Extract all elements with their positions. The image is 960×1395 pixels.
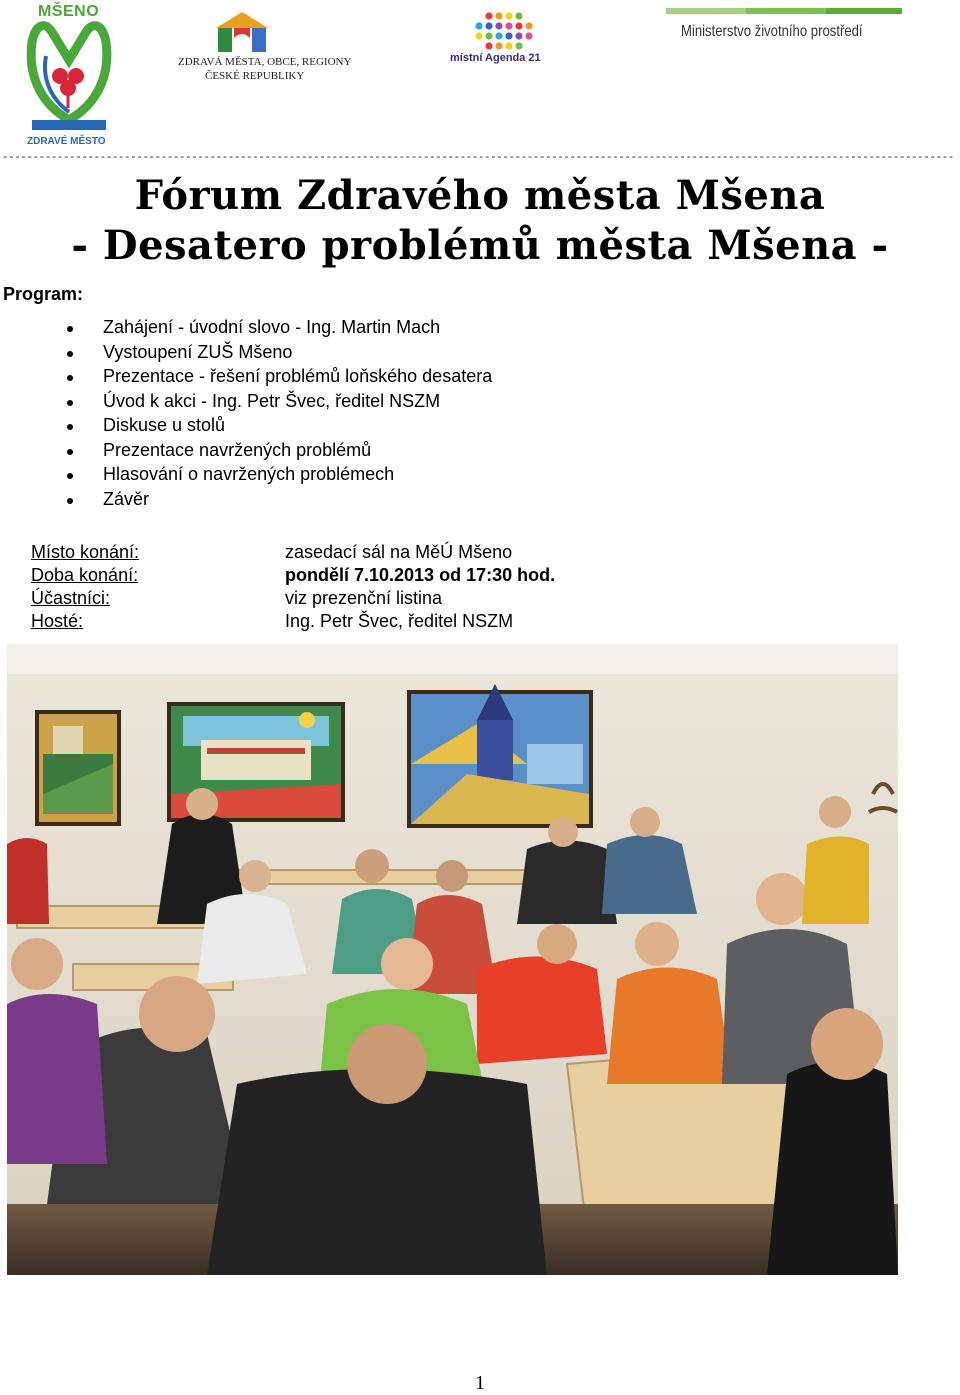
- participants-label: Účastníci:: [31, 588, 111, 608]
- agenda-dot: [485, 12, 492, 19]
- page-subtitle: - Desatero problémů města Mšena -: [71, 222, 889, 269]
- zdrava-mesta-line2: ČESKÉ REPUBLIKY: [205, 70, 305, 82]
- agenda-dot: [475, 22, 482, 29]
- agenda-dot: [515, 32, 522, 39]
- program-item: Zahájení - úvodní slovo - Ing. Martin Mach: [0, 317, 492, 342]
- program-list: [0, 317, 492, 513]
- participants-value: viz prezenční listina: [285, 588, 443, 608]
- program-item: Prezentace - řešení problémů loňského desatera: [0, 366, 492, 391]
- venue-value: zasedací sál na MěÚ Mšeno: [285, 542, 513, 562]
- program-label: Program:: [3, 284, 84, 304]
- agenda-dot: [485, 32, 492, 39]
- agenda-dot: [485, 22, 492, 29]
- agenda-dot: [525, 32, 532, 39]
- agenda-dot: [485, 42, 492, 49]
- agenda-dot: [505, 12, 512, 19]
- program-item: Vystoupení ZUŠ Mšeno: [0, 342, 492, 367]
- agenda-dot: [495, 12, 502, 19]
- forum-meeting-photo: [7, 644, 898, 1275]
- agenda-dot: [515, 12, 522, 19]
- guests-value: Ing. Petr Švec, ředitel NSZM: [285, 611, 514, 631]
- agenda-dot: [495, 22, 502, 29]
- agenda-dot: [475, 32, 482, 39]
- program-item: Úvod k akci - Ing. Petr Švec, ředitel NSZM: [0, 391, 492, 416]
- page-title: Fórum Zdravého města Mšena: [134, 172, 826, 219]
- program-item: Prezentace navržených problémů: [0, 440, 492, 465]
- zdrava-mesta-line1: ZDRAVÁ MĚSTA, OBCE, REGIONY: [178, 56, 352, 68]
- agenda-dot: [515, 22, 522, 29]
- page-number: 1: [475, 1372, 485, 1394]
- agenda-dot: [525, 22, 532, 29]
- mseno-logo: [24, 2, 114, 148]
- guests-label: Hosté:: [31, 611, 84, 631]
- date-label: Doba konání:: [31, 565, 139, 585]
- header-divider: ------------------------------------------------------------------------------------------------------------------------------------------------------------: [2, 152, 954, 164]
- agenda-dot: [505, 42, 512, 49]
- painting-right: [407, 684, 593, 828]
- agenda-dot: [515, 42, 522, 49]
- program-item: Diskuse u stolů: [0, 415, 492, 440]
- program-item: Závěr: [0, 489, 492, 514]
- venue-label: Místo konání:: [31, 542, 140, 562]
- date-value: pondělí 7.10.2013 od 17:30 hod.: [285, 565, 556, 585]
- agenda-dot: [495, 32, 502, 39]
- painting-left: [35, 710, 121, 826]
- agenda-dot: [505, 32, 512, 39]
- program-item: Hlasování o navržených problémech: [0, 464, 492, 489]
- agenda-dot: [505, 22, 512, 29]
- agenda-dot: [495, 42, 502, 49]
- mistni-agenda-21-text: místní Agenda 21: [450, 52, 541, 64]
- mseno-logo-name: MŠENO: [38, 3, 100, 20]
- mseno-logo-subtext: ZDRAVÉ MĚSTO: [27, 136, 106, 147]
- ministerstvo-text: Ministerstvo životního prostředí: [681, 23, 863, 40]
